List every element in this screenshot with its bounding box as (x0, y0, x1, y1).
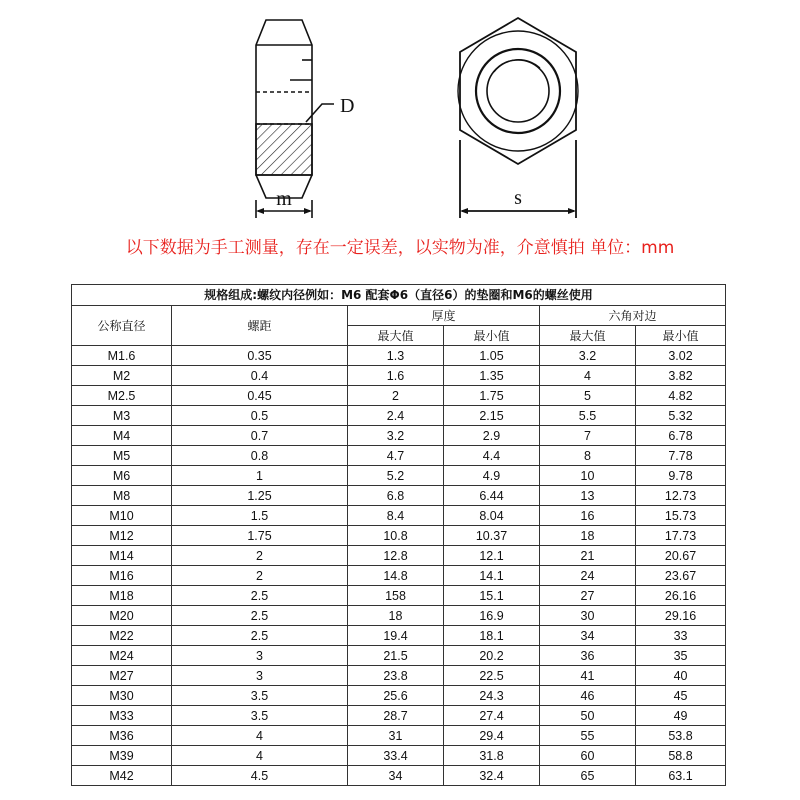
cell-diameter: M42 (72, 766, 172, 786)
cell-across-flats-max: 27 (540, 586, 636, 606)
cell-across-flats-min: 7.78 (636, 446, 726, 466)
cell-thickness-min: 14.1 (444, 566, 540, 586)
cell-diameter: M4 (72, 426, 172, 446)
label-d: D (340, 95, 355, 117)
cell-thickness-max: 1.3 (348, 346, 444, 366)
table-body (72, 346, 726, 786)
cell-pitch: 0.8 (172, 446, 348, 466)
cell-across-flats-max: 50 (540, 706, 636, 726)
cell-diameter: M22 (72, 626, 172, 646)
cell-across-flats-min: 3.02 (636, 346, 726, 366)
cell-across-flats-max: 21 (540, 546, 636, 566)
table-row (72, 586, 726, 606)
cell-thickness-min: 16.9 (444, 606, 540, 626)
cell-pitch: 1.25 (172, 486, 348, 506)
cell-pitch: 2 (172, 566, 348, 586)
cell-across-flats-min: 6.78 (636, 426, 726, 446)
table-row (72, 666, 726, 686)
cell-pitch: 0.35 (172, 346, 348, 366)
cell-thickness-min: 8.04 (444, 506, 540, 526)
cell-thickness-max: 6.8 (348, 486, 444, 506)
table-row (72, 486, 726, 506)
cell-across-flats-max: 60 (540, 746, 636, 766)
table-row (72, 366, 726, 386)
cell-thickness-max: 1.6 (348, 366, 444, 386)
header-nominal-diameter: 公称直径 (72, 306, 172, 346)
arrow-left-s (460, 208, 468, 214)
label-s: s (514, 187, 522, 209)
cell-thickness-min: 10.37 (444, 526, 540, 546)
cell-across-flats-max: 7 (540, 426, 636, 446)
cell-across-flats-max: 65 (540, 766, 636, 786)
header-across-flats-max: 最大值 (540, 326, 636, 346)
cell-thickness-max: 18 (348, 606, 444, 626)
cell-diameter: M14 (72, 546, 172, 566)
cell-thickness-max: 8.4 (348, 506, 444, 526)
cell-diameter: M36 (72, 726, 172, 746)
cell-pitch: 1 (172, 466, 348, 486)
cell-diameter: M18 (72, 586, 172, 606)
cell-thickness-max: 2 (348, 386, 444, 406)
cell-diameter: M10 (72, 506, 172, 526)
cell-across-flats-min: 33 (636, 626, 726, 646)
cell-across-flats-max: 36 (540, 646, 636, 666)
cell-diameter: M2.5 (72, 386, 172, 406)
cell-across-flats-min: 15.73 (636, 506, 726, 526)
header-thickness-max: 最大值 (348, 326, 444, 346)
table-row (72, 446, 726, 466)
cell-across-flats-max: 30 (540, 606, 636, 626)
cell-thickness-min: 4.4 (444, 446, 540, 466)
header-pitch: 螺距 (172, 306, 348, 346)
cell-pitch: 2 (172, 546, 348, 566)
table-row (72, 766, 726, 786)
cell-across-flats-min: 17.73 (636, 526, 726, 546)
cell-across-flats-min: 23.67 (636, 566, 726, 586)
cell-thickness-min: 1.75 (444, 386, 540, 406)
cell-thickness-max: 33.4 (348, 746, 444, 766)
cell-thickness-max: 12.8 (348, 546, 444, 566)
cell-across-flats-max: 10 (540, 466, 636, 486)
cell-pitch: 0.5 (172, 406, 348, 426)
nut-spec-table (71, 284, 726, 786)
cell-across-flats-max: 46 (540, 686, 636, 706)
arrow-right-m (304, 208, 312, 214)
cell-diameter: M16 (72, 566, 172, 586)
cell-across-flats-min: 26.16 (636, 586, 726, 606)
table-row (72, 566, 726, 586)
cell-thickness-min: 24.3 (444, 686, 540, 706)
cell-pitch: 0.45 (172, 386, 348, 406)
cell-across-flats-max: 16 (540, 506, 636, 526)
cell-pitch: 2.5 (172, 626, 348, 646)
cell-thickness-min: 29.4 (444, 726, 540, 746)
table-row (72, 386, 726, 406)
cell-pitch: 4 (172, 726, 348, 746)
nut-side-view (256, 20, 334, 218)
measurement-notice: 以下数据为手工测量，存在一定误差，以实物为准，介意慎拍 单位：mm (125, 238, 675, 258)
cell-across-flats-max: 13 (540, 486, 636, 506)
cell-pitch: 3.5 (172, 706, 348, 726)
table-row (72, 686, 726, 706)
table-row (72, 726, 726, 746)
cell-diameter: M30 (72, 686, 172, 706)
header-thickness-min: 最小值 (444, 326, 540, 346)
cell-diameter: M8 (72, 486, 172, 506)
cell-thickness-max: 31 (348, 726, 444, 746)
cell-thickness-min: 6.44 (444, 486, 540, 506)
cell-thickness-min: 31.8 (444, 746, 540, 766)
cell-across-flats-min: 58.8 (636, 746, 726, 766)
cell-thickness-max: 28.7 (348, 706, 444, 726)
table-row (72, 646, 726, 666)
cell-thickness-max: 3.2 (348, 426, 444, 446)
cell-thickness-max: 14.8 (348, 566, 444, 586)
cell-diameter: M24 (72, 646, 172, 666)
cell-thickness-max: 4.7 (348, 446, 444, 466)
table-row (72, 746, 726, 766)
cell-thickness-max: 19.4 (348, 626, 444, 646)
cell-thickness-max: 23.8 (348, 666, 444, 686)
cell-across-flats-min: 45 (636, 686, 726, 706)
cell-across-flats-min: 35 (636, 646, 726, 666)
table-row (72, 626, 726, 646)
cell-pitch: 0.7 (172, 426, 348, 446)
header-across-flats-min: 最小值 (636, 326, 726, 346)
cell-pitch: 2.5 (172, 586, 348, 606)
cell-across-flats-max: 34 (540, 626, 636, 646)
cell-across-flats-max: 3.2 (540, 346, 636, 366)
cell-pitch: 3 (172, 646, 348, 666)
cell-pitch: 3.5 (172, 686, 348, 706)
cell-thickness-max: 158 (348, 586, 444, 606)
cell-across-flats-min: 5.32 (636, 406, 726, 426)
table-row (72, 506, 726, 526)
cell-thickness-max: 5.2 (348, 466, 444, 486)
cell-thickness-min: 20.2 (444, 646, 540, 666)
cell-across-flats-min: 29.16 (636, 606, 726, 626)
cell-across-flats-min: 49 (636, 706, 726, 726)
cell-thickness-min: 32.4 (444, 766, 540, 786)
cell-across-flats-max: 5 (540, 386, 636, 406)
cell-diameter: M12 (72, 526, 172, 546)
cell-thickness-max: 10.8 (348, 526, 444, 546)
cell-thickness-min: 1.05 (444, 346, 540, 366)
arrow-left-m (256, 208, 264, 214)
cell-pitch: 0.4 (172, 366, 348, 386)
cell-across-flats-min: 20.67 (636, 546, 726, 566)
header-across-flats: 六角对边 (540, 306, 726, 326)
arrow-right-s (568, 208, 576, 214)
cell-across-flats-min: 53.8 (636, 726, 726, 746)
cell-across-flats-max: 18 (540, 526, 636, 546)
cell-across-flats-max: 24 (540, 566, 636, 586)
cell-thickness-min: 15.1 (444, 586, 540, 606)
cell-across-flats-min: 12.73 (636, 486, 726, 506)
table-row (72, 406, 726, 426)
cell-across-flats-max: 55 (540, 726, 636, 746)
label-m: m (276, 188, 292, 210)
header-thickness: 厚度 (348, 306, 540, 326)
cell-diameter: M1.6 (72, 346, 172, 366)
cell-thickness-min: 12.1 (444, 546, 540, 566)
cell-across-flats-min: 3.82 (636, 366, 726, 386)
cell-thickness-min: 4.9 (444, 466, 540, 486)
table-row (72, 526, 726, 546)
cell-across-flats-min: 4.82 (636, 386, 726, 406)
cell-thickness-min: 18.1 (444, 626, 540, 646)
cell-across-flats-max: 41 (540, 666, 636, 686)
cell-pitch: 1.5 (172, 506, 348, 526)
cell-across-flats-min: 40 (636, 666, 726, 686)
cell-diameter: M27 (72, 666, 172, 686)
cell-diameter: M5 (72, 446, 172, 466)
cell-diameter: M6 (72, 466, 172, 486)
cell-across-flats-min: 9.78 (636, 466, 726, 486)
cell-thickness-max: 21.5 (348, 646, 444, 666)
cell-across-flats-max: 5.5 (540, 406, 636, 426)
cell-thickness-min: 1.35 (444, 366, 540, 386)
cell-thickness-max: 2.4 (348, 406, 444, 426)
table-row (72, 346, 726, 366)
nut-technical-drawings (0, 0, 800, 230)
cell-across-flats-max: 8 (540, 446, 636, 466)
cell-diameter: M33 (72, 706, 172, 726)
cell-diameter: M39 (72, 746, 172, 766)
cell-diameter: M2 (72, 366, 172, 386)
cell-diameter: M3 (72, 406, 172, 426)
cell-pitch: 1.75 (172, 526, 348, 546)
cell-pitch: 4.5 (172, 766, 348, 786)
table-row (72, 466, 726, 486)
cell-thickness-min: 27.4 (444, 706, 540, 726)
cell-across-flats-max: 4 (540, 366, 636, 386)
cell-across-flats-min: 63.1 (636, 766, 726, 786)
cell-thickness-min: 2.15 (444, 406, 540, 426)
cell-pitch: 3 (172, 666, 348, 686)
cell-thickness-min: 22.5 (444, 666, 540, 686)
cell-diameter: M20 (72, 606, 172, 626)
table-caption: 规格组成:螺纹内径例如：M6 配套Φ6（直径6）的垫圈和M6的螺丝使用 (72, 285, 726, 306)
table-row (72, 426, 726, 446)
cell-thickness-max: 34 (348, 766, 444, 786)
table-row (72, 546, 726, 566)
table-row (72, 706, 726, 726)
cell-thickness-min: 2.9 (444, 426, 540, 446)
cell-thickness-max: 25.6 (348, 686, 444, 706)
cell-pitch: 4 (172, 746, 348, 766)
cell-pitch: 2.5 (172, 606, 348, 626)
table-row (72, 606, 726, 626)
